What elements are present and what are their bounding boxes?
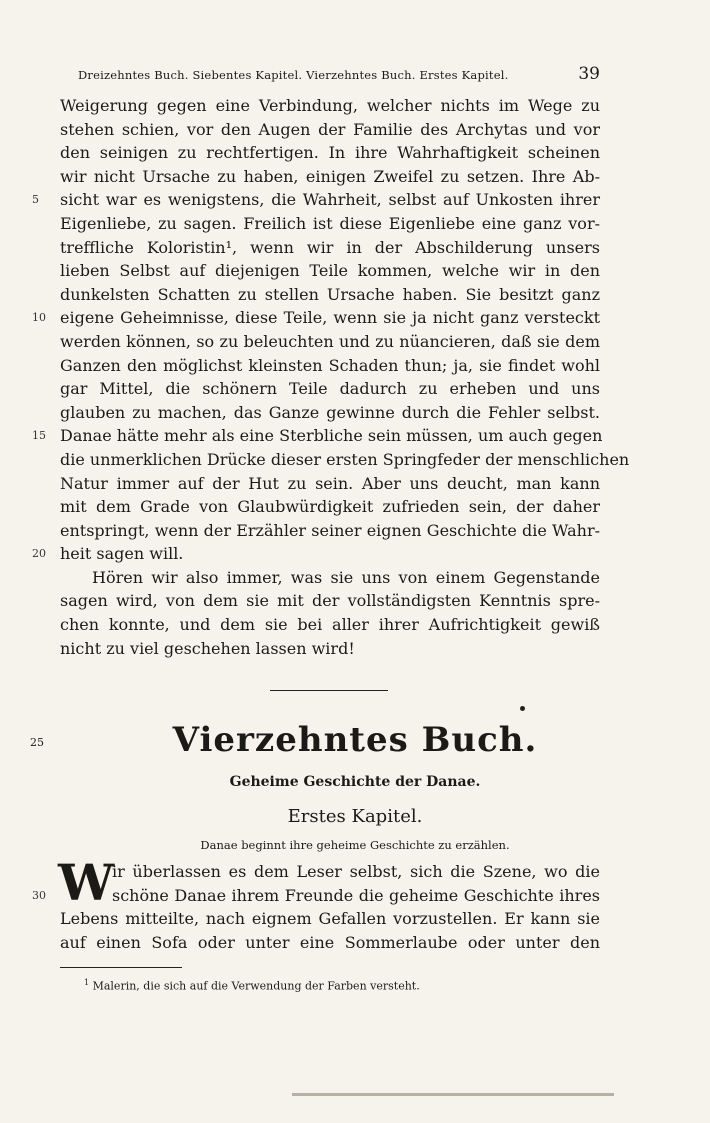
text-line (60, 259, 600, 283)
line-text: gar Mittel, die schönern Teile dadurch zu erheben und uns (60, 379, 600, 399)
line-text: die unmerklichen Drücke dieser ersten Springfeder der menschlichen (60, 449, 630, 469)
line-text: heit sagen will. (60, 544, 184, 564)
text-line (60, 931, 600, 955)
chapter-heading: Erstes Kapitel. (287, 806, 423, 827)
line-text: dunkelsten Schatten zu stellen Ursache haben. Sie besitzt ganz (60, 284, 600, 304)
line-text: wir nicht Ursache zu haben, einigen Zweifel zu setzen. Ihre Ab- (60, 166, 600, 186)
line-text: auf einen Sofa oder unter eine Sommerlaube oder unter den (60, 932, 600, 952)
line-text: treffliche Koloristin¹, wenn wir in der Abschilderung unsers (60, 237, 600, 257)
footnote-text: Malerin, die sich auf die Verwendung der Farben versteht. (92, 979, 420, 993)
line-text: stehen schien, vor den Augen der Familie des Archytas und vor (60, 119, 600, 139)
ink-speck (520, 706, 525, 711)
line-text: den seinigen zu rechtfertigen. In ihre Wahrhaftigkeit scheinen (60, 143, 600, 163)
footnote-marker: 1 (84, 978, 90, 987)
line-text: Danae hätte mehr als eine Sterbliche sein müssen, um auch gegen (60, 426, 603, 446)
text-line (60, 94, 600, 118)
book-title: Vierzehntes Buch. (172, 720, 538, 760)
footnote (84, 978, 420, 993)
page-number: 39 (578, 64, 600, 84)
line-text: chen konnte, und dem sie bei aller ihrer Aufrichtigkeit gewiß (60, 615, 600, 635)
line-text: werden können, so zu beleuchten und zu nüancieren, daß sie dem (60, 331, 600, 351)
text-line (60, 118, 600, 142)
line-text: glauben zu machen, das Ganze gewinne durch die Fehler selbst. (60, 402, 600, 422)
line-number: 5 (32, 193, 39, 207)
text-line (32, 424, 603, 448)
text-line (32, 188, 600, 212)
page-header (60, 64, 600, 84)
text-line (60, 283, 600, 307)
line-text: Natur immer auf der Hut zu sein. Aber uns deucht, man kann (60, 473, 600, 493)
text-line (60, 472, 600, 496)
text-line (60, 589, 600, 613)
text-line (60, 354, 600, 378)
text-line (60, 860, 600, 884)
line-number: 30 (32, 888, 46, 902)
text-line (60, 401, 600, 425)
text-line (60, 519, 600, 543)
line-text: sicht war es wenigstens, die Wahrheit, selbst auf Unkosten ihrer (60, 190, 600, 210)
line-text: lieben Selbst auf diejenigen Teile kommen, welche wir in den (60, 261, 600, 281)
section-divider (270, 690, 388, 691)
text-line (60, 448, 630, 472)
text-line (32, 306, 600, 330)
line-text: Weigerung gegen eine Verbindung, welcher nichts im Wege zu (60, 96, 600, 115)
text-line (60, 637, 600, 661)
line-text: mit dem Grade von Glaubwürdigkeit zufrieden sein, der daher (60, 497, 600, 517)
body-text (32, 94, 630, 660)
line-text: Lebens mitteilte, nach eignem Gefallen vorzustellen. Er kann sie (60, 909, 600, 929)
line-number: 20 (32, 547, 46, 561)
line-number: 10 (32, 311, 46, 325)
line-number: 15 (32, 429, 46, 443)
footnote-rule (60, 967, 182, 968)
running-head: Dreizehntes Buch. Siebentes Kapitel. Vierzehntes Buch. Erstes Kapitel. (78, 68, 509, 82)
text-line (60, 377, 600, 401)
book-subtitle: Geheime Geschichte der Danae. (229, 774, 481, 790)
line-text: Ganzen den möglichst kleinsten Schaden thun; ja, sie findet wohl (60, 355, 600, 375)
line-text: sagen wird, von dem sie mit der vollständigsten Kenntnis spre- (60, 591, 600, 611)
drop-cap: W (58, 853, 115, 912)
text-line (60, 236, 600, 260)
scan-smudge (292, 1093, 614, 1096)
text-line (60, 566, 600, 590)
text-line (32, 884, 600, 908)
text-line (32, 542, 600, 566)
line-text: schöne Danae ihrem Freunde die geheime Geschichte ihres (112, 885, 600, 905)
line-text: Hören wir also immer, was sie uns von einem Gegenstande (92, 567, 600, 587)
chapter-text (32, 853, 600, 954)
line-text: Eigenliebe, zu sagen. Freilich ist diese Eigenliebe eine ganz vor- (60, 213, 600, 233)
text-line (60, 495, 600, 519)
line-number-25: 25 (30, 736, 44, 749)
text-line (60, 330, 600, 354)
text-line (60, 212, 600, 236)
line-text: ir überlassen es dem Leser selbst, sich die Szene, wo die (112, 862, 600, 881)
line-text: nicht zu viel geschehen lassen wird! (60, 638, 355, 658)
line-text: entspringt, wenn der Erzähler seiner eignen Geschichte die Wahr- (60, 520, 600, 540)
text-line (60, 165, 600, 189)
text-line (60, 907, 600, 931)
text-line (60, 141, 600, 165)
text-line (60, 613, 600, 637)
line-text: eigene Geheimnisse, diese Teile, wenn sie ja nicht ganz versteckt (60, 308, 600, 328)
chapter-summary: Danae beginnt ihre geheime Geschichte zu erzählen. (200, 838, 510, 852)
